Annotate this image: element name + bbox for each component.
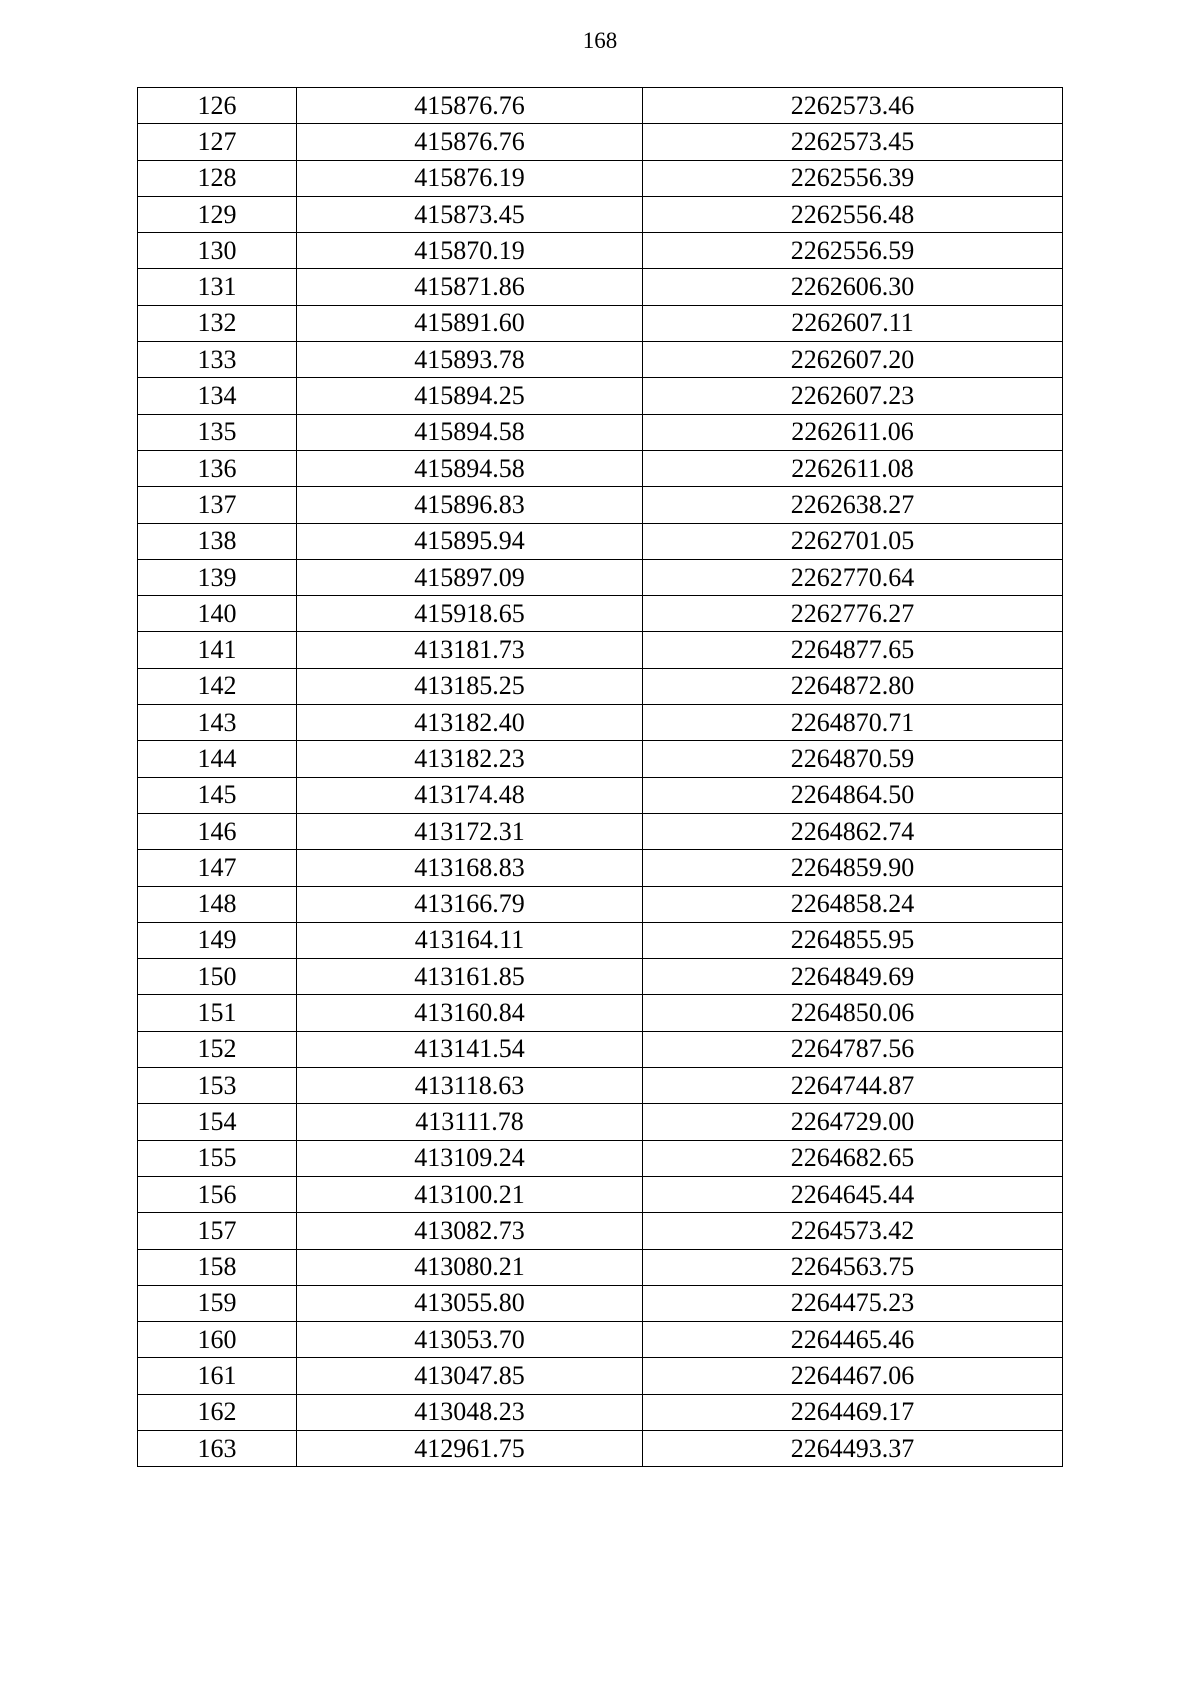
x-coordinate-cell: 415876.76 xyxy=(297,88,643,124)
x-coordinate-cell: 415895.94 xyxy=(297,523,643,559)
table-row xyxy=(138,1358,1063,1394)
coordinates-table-body xyxy=(138,88,1063,1467)
table-row xyxy=(138,559,1063,595)
point-number-cell: 127 xyxy=(138,124,297,160)
point-number-cell: 157 xyxy=(138,1213,297,1249)
point-number-cell: 152 xyxy=(138,1031,297,1067)
point-number-cell: 158 xyxy=(138,1249,297,1285)
table-row xyxy=(138,1285,1063,1321)
point-number-cell: 143 xyxy=(138,705,297,741)
table-row xyxy=(138,1068,1063,1104)
point-number-cell: 159 xyxy=(138,1285,297,1321)
point-number-cell: 155 xyxy=(138,1140,297,1176)
x-coordinate-cell: 413082.73 xyxy=(297,1213,643,1249)
x-coordinate-cell: 413141.54 xyxy=(297,1031,643,1067)
y-coordinate-cell: 2264475.23 xyxy=(643,1285,1063,1321)
y-coordinate-cell: 2262573.45 xyxy=(643,124,1063,160)
table-row xyxy=(138,959,1063,995)
x-coordinate-cell: 413048.23 xyxy=(297,1394,643,1430)
table-row xyxy=(138,88,1063,124)
point-number-cell: 137 xyxy=(138,487,297,523)
x-coordinate-cell: 413161.85 xyxy=(297,959,643,995)
table-row xyxy=(138,1104,1063,1140)
y-coordinate-cell: 2264645.44 xyxy=(643,1176,1063,1212)
x-coordinate-cell: 413182.23 xyxy=(297,741,643,777)
point-number-cell: 142 xyxy=(138,668,297,704)
point-number-cell: 126 xyxy=(138,88,297,124)
y-coordinate-cell: 2262556.48 xyxy=(643,196,1063,232)
y-coordinate-cell: 2262776.27 xyxy=(643,596,1063,632)
table-row xyxy=(138,813,1063,849)
y-coordinate-cell: 2262770.64 xyxy=(643,559,1063,595)
point-number-cell: 131 xyxy=(138,269,297,305)
x-coordinate-cell: 415871.86 xyxy=(297,269,643,305)
y-coordinate-cell: 2262638.27 xyxy=(643,487,1063,523)
x-coordinate-cell: 413166.79 xyxy=(297,886,643,922)
y-coordinate-cell: 2264849.69 xyxy=(643,959,1063,995)
x-coordinate-cell: 413160.84 xyxy=(297,995,643,1031)
x-coordinate-cell: 413053.70 xyxy=(297,1322,643,1358)
x-coordinate-cell: 415891.60 xyxy=(297,305,643,341)
point-number-cell: 162 xyxy=(138,1394,297,1430)
table-row xyxy=(138,741,1063,777)
y-coordinate-cell: 2264864.50 xyxy=(643,777,1063,813)
y-coordinate-cell: 2262606.30 xyxy=(643,269,1063,305)
point-number-cell: 134 xyxy=(138,378,297,414)
table-row xyxy=(138,305,1063,341)
table-row xyxy=(138,596,1063,632)
point-number-cell: 136 xyxy=(138,450,297,486)
table-row xyxy=(138,668,1063,704)
table-row xyxy=(138,378,1063,414)
point-number-cell: 144 xyxy=(138,741,297,777)
table-row xyxy=(138,850,1063,886)
point-number-cell: 133 xyxy=(138,342,297,378)
x-coordinate-cell: 415873.45 xyxy=(297,196,643,232)
point-number-cell: 139 xyxy=(138,559,297,595)
point-number-cell: 160 xyxy=(138,1322,297,1358)
table-row xyxy=(138,1430,1063,1466)
table-row xyxy=(138,1394,1063,1430)
y-coordinate-cell: 2262556.59 xyxy=(643,233,1063,269)
x-coordinate-cell: 415893.78 xyxy=(297,342,643,378)
point-number-cell: 146 xyxy=(138,813,297,849)
y-coordinate-cell: 2264850.06 xyxy=(643,995,1063,1031)
table-row xyxy=(138,487,1063,523)
point-number-cell: 153 xyxy=(138,1068,297,1104)
y-coordinate-cell: 2264573.42 xyxy=(643,1213,1063,1249)
point-number-cell: 141 xyxy=(138,632,297,668)
table-row xyxy=(138,523,1063,559)
x-coordinate-cell: 413182.40 xyxy=(297,705,643,741)
y-coordinate-cell: 2264682.65 xyxy=(643,1140,1063,1176)
x-coordinate-cell: 415876.19 xyxy=(297,160,643,196)
y-coordinate-cell: 2264870.59 xyxy=(643,741,1063,777)
table-row xyxy=(138,414,1063,450)
x-coordinate-cell: 415897.09 xyxy=(297,559,643,595)
table-row xyxy=(138,1322,1063,1358)
x-coordinate-cell: 413111.78 xyxy=(297,1104,643,1140)
x-coordinate-cell: 413100.21 xyxy=(297,1176,643,1212)
table-row xyxy=(138,233,1063,269)
x-coordinate-cell: 415918.65 xyxy=(297,596,643,632)
x-coordinate-cell: 413118.63 xyxy=(297,1068,643,1104)
y-coordinate-cell: 2262607.20 xyxy=(643,342,1063,378)
y-coordinate-cell: 2264877.65 xyxy=(643,632,1063,668)
x-coordinate-cell: 413181.73 xyxy=(297,632,643,668)
point-number-cell: 149 xyxy=(138,922,297,958)
table-row xyxy=(138,124,1063,160)
point-number-cell: 138 xyxy=(138,523,297,559)
y-coordinate-cell: 2264870.71 xyxy=(643,705,1063,741)
table-row xyxy=(138,1176,1063,1212)
point-number-cell: 148 xyxy=(138,886,297,922)
point-number-cell: 145 xyxy=(138,777,297,813)
point-number-cell: 147 xyxy=(138,850,297,886)
y-coordinate-cell: 2262573.46 xyxy=(643,88,1063,124)
table-row xyxy=(138,995,1063,1031)
table-row xyxy=(138,922,1063,958)
y-coordinate-cell: 2264862.74 xyxy=(643,813,1063,849)
y-coordinate-cell: 2264858.24 xyxy=(643,886,1063,922)
y-coordinate-cell: 2264467.06 xyxy=(643,1358,1063,1394)
y-coordinate-cell: 2264787.56 xyxy=(643,1031,1063,1067)
table-row xyxy=(138,1213,1063,1249)
x-coordinate-cell: 413164.11 xyxy=(297,922,643,958)
x-coordinate-cell: 415894.58 xyxy=(297,414,643,450)
point-number-cell: 128 xyxy=(138,160,297,196)
point-number-cell: 151 xyxy=(138,995,297,1031)
x-coordinate-cell: 413055.80 xyxy=(297,1285,643,1321)
x-coordinate-cell: 413168.83 xyxy=(297,850,643,886)
x-coordinate-cell: 415876.76 xyxy=(297,124,643,160)
y-coordinate-cell: 2262607.23 xyxy=(643,378,1063,414)
y-coordinate-cell: 2264859.90 xyxy=(643,850,1063,886)
table-row xyxy=(138,632,1063,668)
point-number-cell: 163 xyxy=(138,1430,297,1466)
x-coordinate-cell: 413080.21 xyxy=(297,1249,643,1285)
table-row xyxy=(138,1249,1063,1285)
point-number-cell: 129 xyxy=(138,196,297,232)
table-row xyxy=(138,342,1063,378)
point-number-cell: 161 xyxy=(138,1358,297,1394)
y-coordinate-cell: 2264465.46 xyxy=(643,1322,1063,1358)
coordinates-table xyxy=(137,87,1063,1467)
y-coordinate-cell: 2262611.06 xyxy=(643,414,1063,450)
x-coordinate-cell: 415870.19 xyxy=(297,233,643,269)
point-number-cell: 130 xyxy=(138,233,297,269)
x-coordinate-cell: 413174.48 xyxy=(297,777,643,813)
point-number-cell: 140 xyxy=(138,596,297,632)
x-coordinate-cell: 413109.24 xyxy=(297,1140,643,1176)
point-number-cell: 150 xyxy=(138,959,297,995)
table-row xyxy=(138,196,1063,232)
point-number-cell: 156 xyxy=(138,1176,297,1212)
y-coordinate-cell: 2264729.00 xyxy=(643,1104,1063,1140)
point-number-cell: 132 xyxy=(138,305,297,341)
x-coordinate-cell: 413185.25 xyxy=(297,668,643,704)
y-coordinate-cell: 2262607.11 xyxy=(643,305,1063,341)
y-coordinate-cell: 2262556.39 xyxy=(643,160,1063,196)
y-coordinate-cell: 2264872.80 xyxy=(643,668,1063,704)
table-row xyxy=(138,777,1063,813)
table-row xyxy=(138,1140,1063,1176)
x-coordinate-cell: 413172.31 xyxy=(297,813,643,849)
x-coordinate-cell: 413047.85 xyxy=(297,1358,643,1394)
x-coordinate-cell: 415894.25 xyxy=(297,378,643,414)
y-coordinate-cell: 2264855.95 xyxy=(643,922,1063,958)
x-coordinate-cell: 412961.75 xyxy=(297,1430,643,1466)
table-row xyxy=(138,705,1063,741)
x-coordinate-cell: 415894.58 xyxy=(297,450,643,486)
table-row xyxy=(138,886,1063,922)
table-row xyxy=(138,160,1063,196)
y-coordinate-cell: 2264493.37 xyxy=(643,1430,1063,1466)
page-number: 168 xyxy=(582,28,618,53)
table-row xyxy=(138,269,1063,305)
y-coordinate-cell: 2262611.08 xyxy=(643,450,1063,486)
y-coordinate-cell: 2264563.75 xyxy=(643,1249,1063,1285)
table-row xyxy=(138,1031,1063,1067)
y-coordinate-cell: 2264469.17 xyxy=(643,1394,1063,1430)
point-number-cell: 154 xyxy=(138,1104,297,1140)
point-number-cell: 135 xyxy=(138,414,297,450)
table-row xyxy=(138,450,1063,486)
y-coordinate-cell: 2264744.87 xyxy=(643,1068,1063,1104)
y-coordinate-cell: 2262701.05 xyxy=(643,523,1063,559)
x-coordinate-cell: 415896.83 xyxy=(297,487,643,523)
